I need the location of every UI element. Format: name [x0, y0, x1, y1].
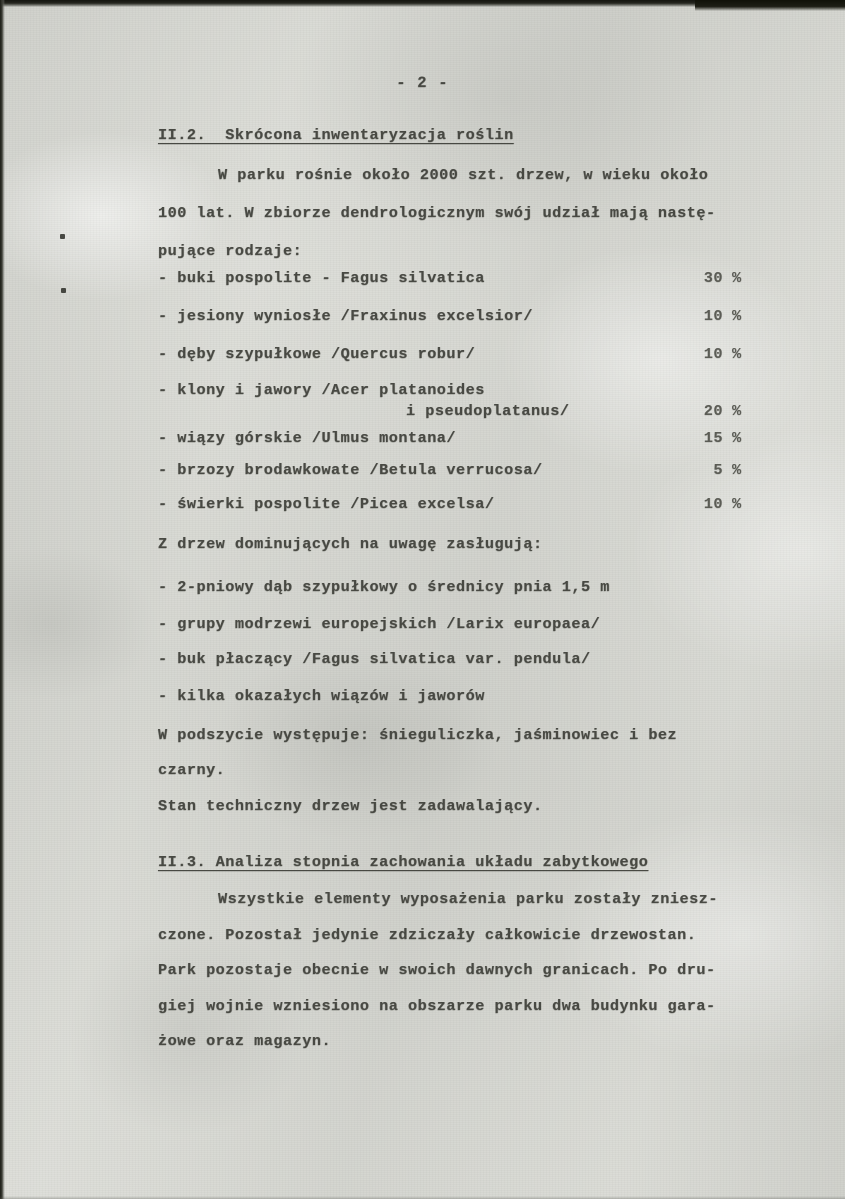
- species-row: [158, 381, 758, 403]
- species-name: - jesiony wyniosłe /Fraxinus excelsior/: [158, 307, 533, 325]
- intro-line: 100 lat. W zbiorze dendrologicznym swój udział mają nastę-: [158, 204, 716, 222]
- intro-line: W parku rośnie około 2000 szt. drzew, w wieku około: [218, 166, 709, 184]
- species-name: - dęby szypułkowe /Quercus robur/: [158, 345, 476, 363]
- undergrowth-line: czarny.: [158, 761, 226, 779]
- dominant-tree-item: - kilka okazałych wiązów i jaworów: [158, 687, 485, 705]
- species-row: [158, 269, 758, 291]
- intro-line: pujące rodzaje:: [158, 242, 303, 260]
- species-percent: 15 %: [703, 429, 742, 447]
- heading-inventory: II.2. Skrócona inwentaryzacja roślin: [158, 126, 514, 144]
- species-percent: 5 %: [713, 461, 742, 479]
- species-row: [158, 429, 758, 451]
- species-percent: 10 %: [703, 495, 742, 513]
- species-name-continuation: i pseudoplatanus/: [406, 402, 570, 420]
- species-name: - klony i jawory /Acer platanoides: [158, 381, 485, 399]
- analysis-paragraph-line: czone. Pozostał jedynie zdziczały całkowicie drzewostan.: [158, 926, 697, 944]
- heading-analysis: II.3. Analiza stopnia zachowania układu zabytkowego: [158, 853, 649, 871]
- species-row-continuation: [158, 402, 758, 424]
- dominant-tree-item: - 2-pniowy dąb szypułkowy o średnicy pnia 1,5 m: [158, 578, 610, 596]
- species-name: - buki pospolite - Fagus silvatica: [158, 269, 485, 287]
- analysis-paragraph-line: giej wojnie wzniesiono na obszarze parku dwa budynku gara-: [158, 997, 716, 1015]
- analysis-paragraph-line: żowe oraz magazyn.: [158, 1032, 332, 1050]
- tree-condition-line: Stan techniczny drzew jest zadawalający.: [158, 797, 543, 815]
- dominant-tree-item: - buk płaczący /Fagus silvatica var. pendula/: [158, 650, 591, 668]
- species-row: [158, 307, 758, 329]
- page-number: - 2 -: [396, 74, 449, 92]
- dominant-tree-item: - grupy modrzewi europejskich /Larix europaea/: [158, 615, 601, 633]
- species-percent: 30 %: [703, 269, 742, 287]
- species-row: [158, 495, 758, 517]
- species-percent: 10 %: [703, 345, 742, 363]
- analysis-paragraph-line: Park pozostaje obecnie w swoich dawnych granicach. Po dru-: [158, 961, 716, 979]
- dominant-trees-intro: Z drzew dominujących na uwagę zasługują:: [158, 535, 543, 553]
- species-row: [158, 461, 758, 483]
- species-name: - brzozy brodawkowate /Betula verrucosa/: [158, 461, 543, 479]
- analysis-paragraph-line: Wszystkie elementy wyposażenia parku zostały zniesz-: [218, 890, 718, 908]
- species-name: - wiązy górskie /Ulmus montana/: [158, 429, 457, 447]
- species-percent: 20 %: [703, 402, 742, 420]
- species-row: [158, 345, 758, 367]
- species-name: - świerki pospolite /Picea excelsa/: [158, 495, 495, 513]
- undergrowth-line: W podszycie występuje: śnieguliczka, jaśminowiec i bez: [158, 726, 678, 744]
- species-percent: 10 %: [703, 307, 742, 325]
